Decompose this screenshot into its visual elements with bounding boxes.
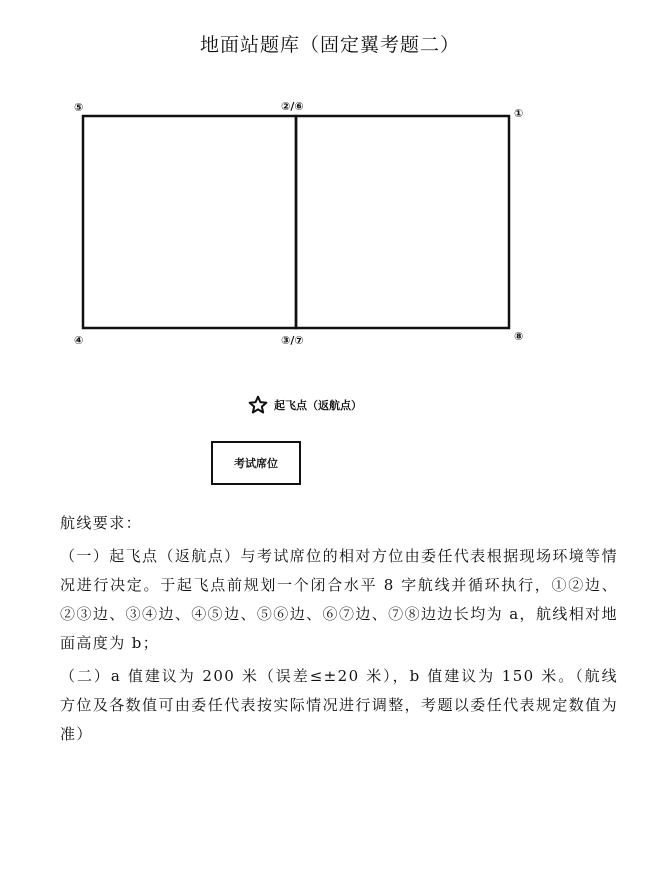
requirements-heading: 航线要求：	[60, 514, 143, 532]
star-outline-icon	[248, 395, 268, 415]
exam-seat-box	[211, 441, 301, 485]
page-title: 地面站题库（固定翼考题二）	[199, 34, 460, 56]
waypoint-4-label: ④	[74, 334, 84, 347]
waypoint-3-7-label: ③/⑦	[281, 334, 304, 347]
waypoint-8-label: ⑧	[514, 330, 524, 343]
route-left-square	[83, 116, 296, 328]
requirements-paragraph-1: （一）起飞点（返航点）与考试席位的相对方位由委任代表根据现场环境等情况进行决定。于起飞点前规划一个闭合水平 8 字航线并循环执行，①②边、②③边、③④边、④⑤边、⑤⑥边、⑥⑦边、⑦⑧边边长均为 a，航线相对地面高度为 b；	[60, 547, 618, 652]
requirements-paragraph-2: （二）a 值建议为 200 米（误差≤±20 米），b 值建议为 150 米。（航线方位及各数值可由委任代表按实际情况进行调整，考题以委任代表规定数值为准）	[60, 667, 618, 743]
route-requirements	[60, 509, 618, 753]
takeoff-point-label: 起飞点（返航点）	[274, 399, 362, 412]
route-right-square	[296, 116, 509, 328]
flight-route-diagram	[0, 0, 660, 400]
waypoint-1-label: ①	[514, 107, 524, 120]
waypoint-2-6-label: ②/⑥	[281, 100, 304, 113]
takeoff-point-marker	[248, 395, 362, 415]
exam-seat-label: 考试席位	[234, 457, 278, 470]
waypoint-5-label: ⑤	[74, 101, 84, 114]
